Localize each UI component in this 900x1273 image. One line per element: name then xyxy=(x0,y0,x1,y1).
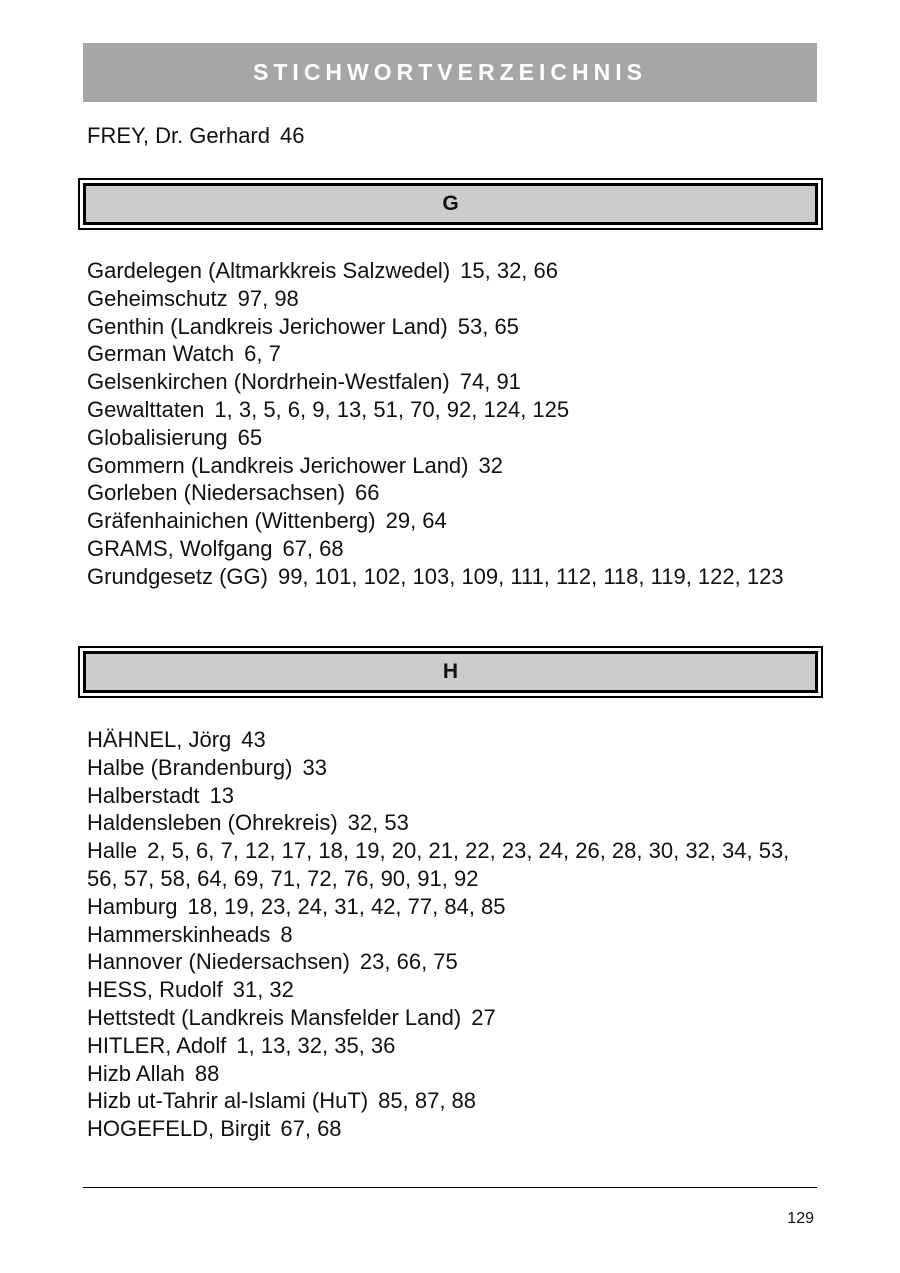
index-entry: Hettstedt (Landkreis Mansfelder Land) 27 xyxy=(87,1004,496,1030)
index-entry: Halle 2, 5, 6, 7, 12, 17, 18, 19, 20, 21, 22, 23, 24, 26, 28, 30, 32, 34, 53, 56, 57, 58, 64, 69, 71, 72, 76, 90, 91, 92 xyxy=(87,838,790,891)
index-entry: Hizb Allah 88 xyxy=(87,1060,220,1086)
index-entry: Hamburg 18, 19, 23, 24, 31, 42, 77, 84, 85 xyxy=(87,893,506,919)
index-entry: Gardelegen (Altmarkkreis Salzwedel) 15, 32, 66 xyxy=(87,258,559,283)
index-entry: Hammerskinheads 8 xyxy=(87,921,293,947)
index-entry: Globalisierung 65 xyxy=(87,424,263,450)
page-title: STICHWORTVERZEICHNIS xyxy=(253,59,647,85)
index-entry: HOGEFELD, Birgit 67, 68 xyxy=(87,1116,342,1142)
index-entry: GRAMS, Wolfgang 67, 68 xyxy=(87,535,344,561)
index-entry: Haldensleben (Ohrekreis) 32, 53 xyxy=(87,810,409,836)
page-header-banner xyxy=(83,43,817,102)
entry-list-g xyxy=(87,257,807,591)
index-entry: Gorleben (Niedersachsen) 66 xyxy=(87,480,380,506)
index-entry: FREY, Dr. Gerhard 46 xyxy=(87,123,305,148)
index-entry: Gelsenkirchen (Nordrhein-Westfalen) 74, 91 xyxy=(87,369,521,395)
index-entry: HESS, Rudolf 31, 32 xyxy=(87,977,294,1003)
index-entry: Genthin (Landkreis Jerichower Land) 53, 65 xyxy=(87,313,519,339)
index-entry: Gewalttaten 1, 3, 5, 6, 9, 13, 51, 70, 92, 124, 125 xyxy=(87,396,570,422)
index-entry: HÄHNEL, Jörg 43 xyxy=(87,727,266,752)
index-entry: Gommern (Landkreis Jerichower Land) 32 xyxy=(87,452,503,478)
index-entry: Halberstadt 13 xyxy=(87,782,234,808)
section-header-g xyxy=(78,178,823,230)
section-letter: H xyxy=(442,660,459,683)
index-entry: Geheimschutz 97, 98 xyxy=(87,285,299,311)
index-entry: Grundgesetz (GG) 99, 101, 102, 103, 109, 111, 112, 118, 119, 122, 123 xyxy=(87,563,784,589)
entry-list-h xyxy=(87,726,807,1143)
index-entry: Hannover (Niedersachsen) 23, 66, 75 xyxy=(87,949,458,975)
page-number: 129 xyxy=(787,1210,814,1227)
index-entry: Hizb ut-Tahrir al-Islami (HuT) 85, 87, 88 xyxy=(87,1088,477,1114)
index-entry: HITLER, Adolf 1, 13, 32, 35, 36 xyxy=(87,1032,396,1058)
section-header-h xyxy=(78,646,823,698)
footer-divider xyxy=(83,1187,817,1188)
entry-list-top xyxy=(87,122,807,150)
index-entry: Gräfenhainichen (Wittenberg) 29, 64 xyxy=(87,508,447,534)
index-entry: German Watch 6, 7 xyxy=(87,341,281,367)
section-letter: G xyxy=(442,192,459,215)
index-entry: Halbe (Brandenburg) 33 xyxy=(87,754,327,780)
